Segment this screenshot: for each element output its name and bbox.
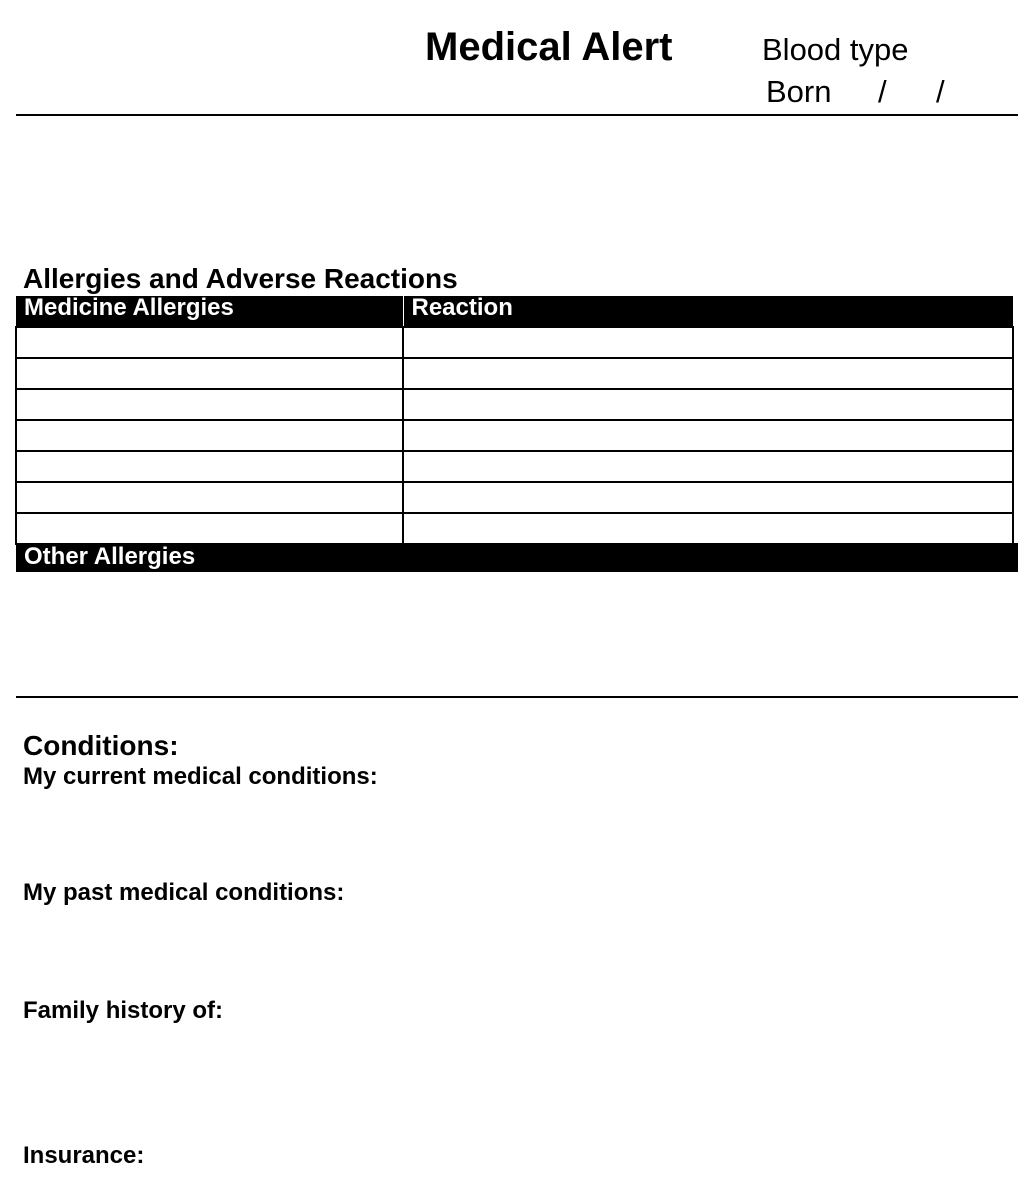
reaction-cell[interactable] bbox=[403, 513, 1013, 544]
medicine-allergy-cell[interactable] bbox=[16, 420, 403, 451]
blood-type-label: Blood type bbox=[762, 32, 909, 67]
table-row bbox=[16, 513, 1013, 544]
table-header-row bbox=[16, 296, 1013, 327]
current-conditions-label: My current medical conditions: bbox=[23, 763, 378, 790]
column-header-medicine-allergies: Medicine Allergies bbox=[16, 296, 403, 327]
allergies-section-title: Allergies and Adverse Reactions bbox=[23, 263, 458, 294]
reaction-cell[interactable] bbox=[403, 389, 1013, 420]
medicine-allergy-cell[interactable] bbox=[16, 451, 403, 482]
past-conditions-label: My past medical conditions: bbox=[23, 879, 345, 906]
table-row bbox=[16, 358, 1013, 389]
conditions-title: Conditions: bbox=[23, 730, 179, 761]
table-row bbox=[16, 420, 1013, 451]
insurance-label: Insurance: bbox=[23, 1142, 145, 1169]
medicine-allergy-cell[interactable] bbox=[16, 358, 403, 389]
medicine-allergy-cell[interactable] bbox=[16, 482, 403, 513]
reaction-cell[interactable] bbox=[403, 358, 1013, 389]
table-row bbox=[16, 482, 1013, 513]
column-header-reaction: Reaction bbox=[403, 296, 1013, 327]
reaction-cell[interactable] bbox=[403, 482, 1013, 513]
family-history-label: Family history of: bbox=[23, 997, 224, 1024]
medicine-allergy-cell[interactable] bbox=[16, 513, 403, 544]
table-row bbox=[16, 451, 1013, 482]
other-allergies-header: Other Allergies bbox=[16, 543, 1018, 572]
born-date-separator: / bbox=[936, 74, 945, 109]
table-row bbox=[16, 327, 1013, 358]
medicine-allergy-cell[interactable] bbox=[16, 389, 403, 420]
table-row bbox=[16, 389, 1013, 420]
born-date-separator: / bbox=[878, 74, 887, 109]
document-title: Medical Alert bbox=[425, 25, 673, 69]
medicine-allergies-table bbox=[15, 296, 1014, 545]
reaction-cell[interactable] bbox=[403, 451, 1013, 482]
reaction-cell[interactable] bbox=[403, 327, 1013, 358]
section-divider bbox=[16, 696, 1018, 698]
header-divider bbox=[16, 114, 1018, 116]
reaction-cell[interactable] bbox=[403, 420, 1013, 451]
born-label: Born bbox=[766, 74, 832, 109]
medicine-allergy-cell[interactable] bbox=[16, 327, 403, 358]
